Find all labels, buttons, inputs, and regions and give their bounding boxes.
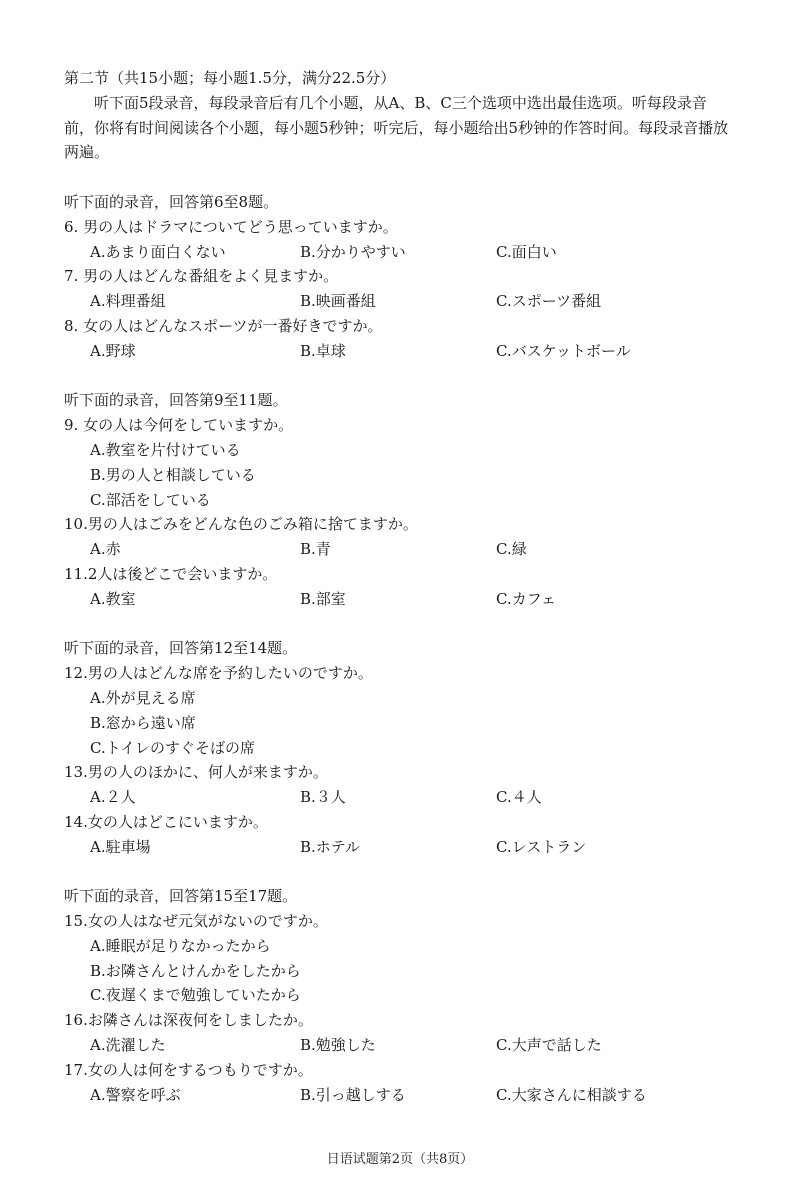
- option-a: A.２人: [90, 788, 136, 807]
- group-header: 听下面的录音，回答第15至17题。: [64, 887, 298, 906]
- option-a: A.外が見える席: [90, 688, 196, 707]
- section-heading: 第二节（共15小题；每小题1.5分，满分22.5分）: [64, 69, 396, 87]
- option-b: B.ホテル: [300, 837, 361, 856]
- option-c: C.スポーツ番組: [496, 292, 602, 311]
- question-stem: 9. 女の人は今何をしていますか。: [64, 416, 294, 435]
- option-row: [64, 339, 744, 364]
- option-c: C.カフェ: [496, 589, 556, 608]
- spacer: [64, 860, 744, 885]
- option-a: A.料理番組: [90, 292, 166, 311]
- question-stem: 14.女の人はどこにいますか。: [64, 812, 268, 831]
- group-header: 听下面的录音，回答第12至14题。: [64, 639, 298, 658]
- option-a: A.教室を片付けている: [90, 440, 241, 459]
- option-b: B.青: [300, 540, 331, 559]
- option-row: [64, 1033, 744, 1058]
- question-stem: 13.男の人のほかに、何人が来ますか。: [64, 763, 328, 782]
- question-stem: 15.女の人はなぜ元気がないのですか。: [64, 912, 328, 931]
- option-row: [64, 785, 744, 810]
- option-b: B.卓球: [300, 341, 346, 360]
- option-b: B.分かりやすい: [300, 242, 406, 261]
- question-stem: 10.男の人はごみをどんな色のごみ箱に捨てますか。: [64, 515, 418, 534]
- option-b: B.勉強した: [300, 1036, 376, 1055]
- question-stem: 6. 男の人はドラマについてどう思っていますか。: [64, 217, 398, 236]
- option-b: B.窓から遠い席: [90, 713, 196, 732]
- option-c: C.レストラン: [496, 837, 587, 856]
- option-a: A.駐車場: [90, 837, 151, 856]
- question-stem: 8. 女の人はどんなスポーツが一番好きですか。: [64, 316, 383, 335]
- option-c: C.バスケットボール: [496, 341, 631, 360]
- spacer: [64, 612, 744, 637]
- option-b: B.男の人と相談している: [90, 465, 256, 484]
- option-b: B.映画番組: [300, 292, 376, 311]
- question-stem: 16.お隣さんは深夜何をしましたか。: [64, 1011, 313, 1030]
- option-c: C.緑: [496, 540, 527, 559]
- option-c: C.大家さんに相談する: [496, 1085, 647, 1104]
- exam-content: [64, 66, 744, 1107]
- option-a: A.野球: [90, 341, 136, 360]
- option-b: B.お隣さんとけんかをしたから: [90, 961, 301, 980]
- group-header: 听下面的录音，回答第6至8题。: [64, 192, 279, 211]
- spacer: [64, 364, 744, 389]
- option-row: [64, 835, 744, 860]
- option-c: C.４人: [496, 788, 542, 807]
- page-footer: 日语试题第2页（共8页）: [326, 1152, 474, 1167]
- option-c: C.トイレのすぐそばの席: [90, 738, 255, 757]
- option-c: C.夜遅くまで勉強していたから: [90, 986, 301, 1005]
- spacer: [64, 165, 744, 190]
- option-b: B.３人: [300, 788, 346, 807]
- question-stem: 11.2人は後どこで会いますか。: [64, 564, 278, 583]
- option-row: [64, 587, 744, 612]
- option-row: [64, 1083, 744, 1108]
- question-stem: 17.女の人は何をするつもりですか。: [64, 1060, 313, 1079]
- option-a: A.教室: [90, 589, 136, 608]
- option-row: [64, 289, 744, 314]
- option-b: B.部室: [300, 589, 346, 608]
- question-stem: 12.男の人はどんな席を予約したいのですか。: [64, 664, 373, 683]
- option-a: A.赤: [90, 540, 121, 559]
- option-c: C.大声で話した: [496, 1036, 602, 1055]
- option-c: C.部活をしている: [90, 490, 211, 509]
- option-a: A.睡眠が足りなかったから: [90, 936, 271, 955]
- option-row: [64, 240, 744, 265]
- option-c: C.面白い: [496, 242, 557, 261]
- question-stem: 7. 男の人はどんな番組をよく見ますか。: [64, 267, 339, 286]
- option-a: A.洗濯した: [90, 1036, 166, 1055]
- option-b: B.引っ越しする: [300, 1085, 406, 1104]
- option-a: A.あまり面白くない: [90, 242, 226, 261]
- section-instructions: 听下面5段录音，每段录音后有几个小题，从A、B、C三个选项中选出最佳选项。听每段录音前，你将有时间阅读各个小题，每小题5秒钟；听完后，每小题给出5秒钟的作答时间。每段录音播放两遍。: [64, 93, 729, 162]
- option-a: A.警察を呼ぶ: [90, 1085, 181, 1104]
- option-row: [64, 537, 744, 562]
- group-header: 听下面的录音，回答第9至11题。: [64, 391, 288, 410]
